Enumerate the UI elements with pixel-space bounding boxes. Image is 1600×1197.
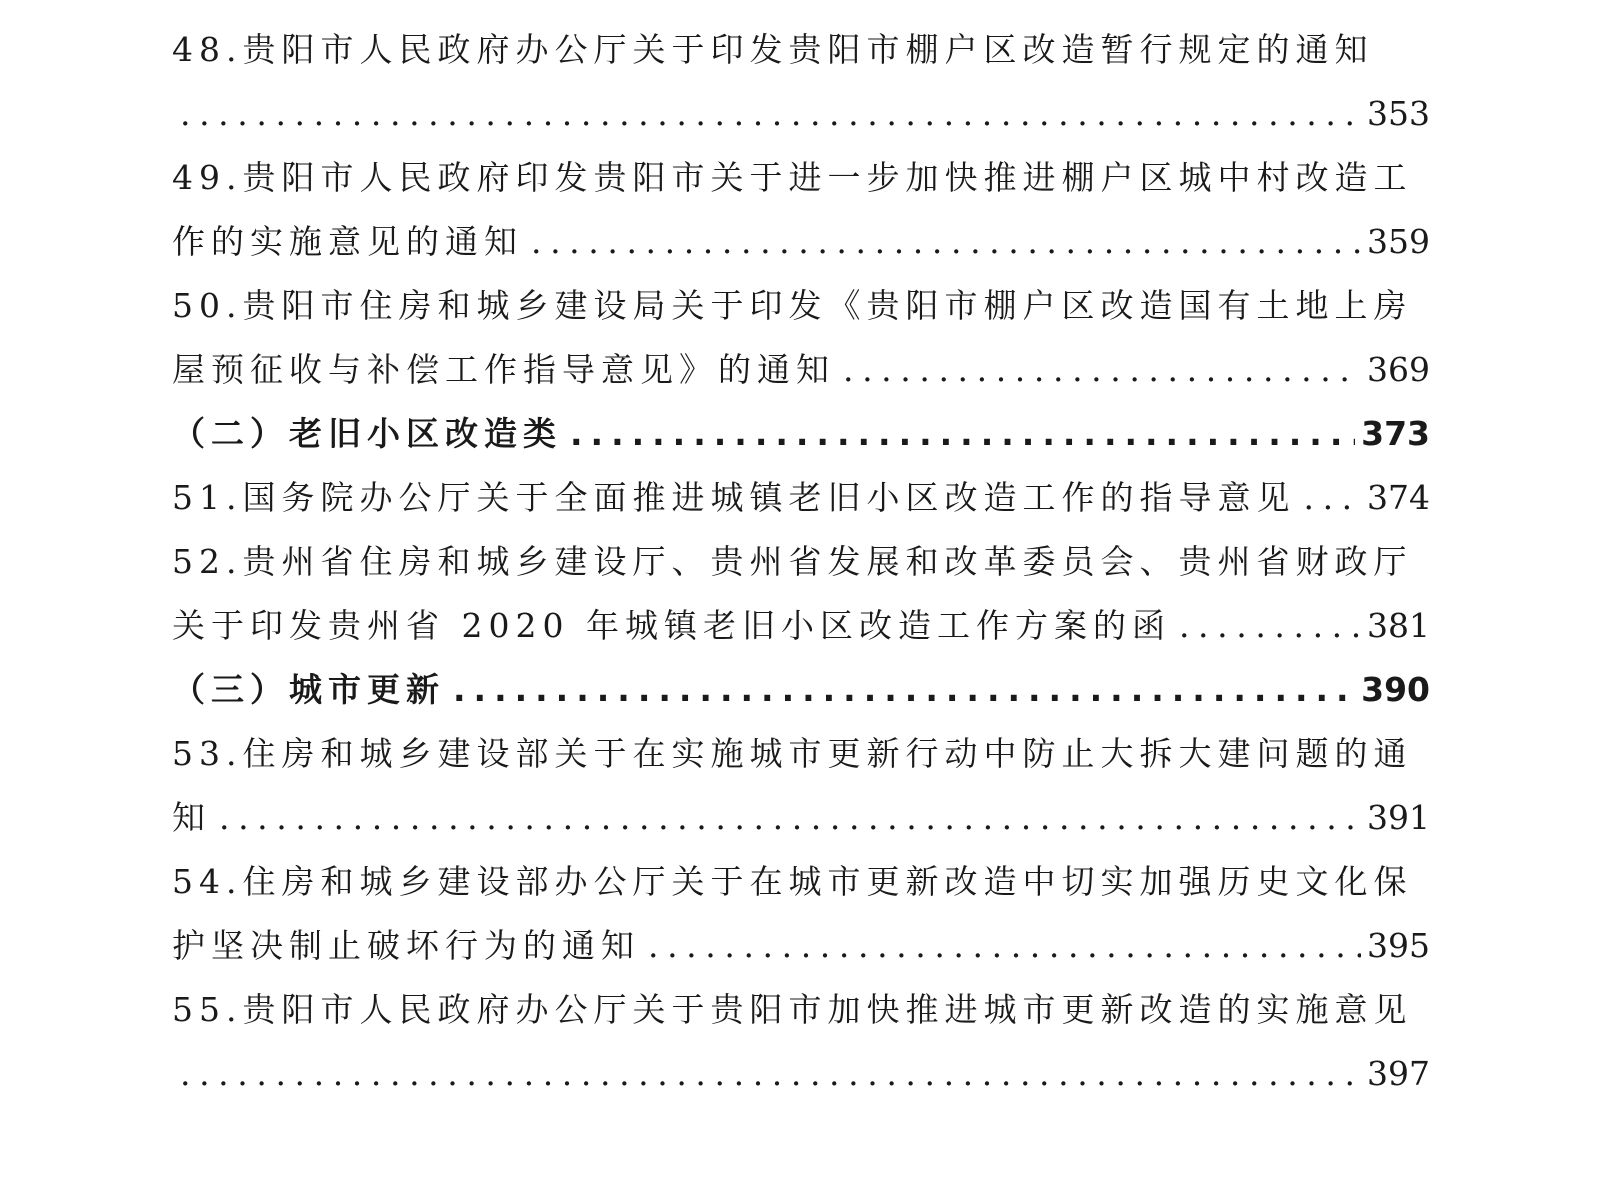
toc-page-number: 395	[1367, 926, 1430, 965]
toc-page-number: 381	[1367, 606, 1430, 645]
toc-entry-title: 作的实施意见的通知	[172, 222, 523, 261]
toc-entry-line	[172, 146, 1430, 210]
toc-entry-line	[172, 18, 1430, 82]
toc-entry-line	[172, 850, 1430, 914]
dot-leader	[453, 658, 1355, 722]
toc-entry[interactable]	[172, 722, 1430, 850]
toc-page-number: 369	[1367, 350, 1430, 389]
dot-leader	[570, 402, 1355, 466]
toc-entry-line	[172, 722, 1430, 786]
toc-entry-line	[172, 82, 1430, 146]
dot-leader	[843, 338, 1361, 402]
toc-entry[interactable]	[172, 18, 1430, 146]
dot-leader	[219, 786, 1361, 850]
toc-entry-title: 51.国务院办公厅关于全面推进城镇老旧小区改造工作的指导意见	[172, 478, 1296, 517]
dot-leader	[531, 210, 1361, 274]
toc-page-number: 397	[1367, 1054, 1430, 1093]
toc-page-number: 373	[1361, 414, 1430, 453]
dot-leader	[1303, 466, 1361, 530]
toc-entry-title: 关于印发贵州省 2020 年城镇老旧小区改造工作方案的函	[172, 606, 1171, 645]
toc-entry-title: （三）城市更新	[172, 670, 445, 709]
toc-entry-line	[172, 402, 1430, 466]
toc-entry-title: 55.贵阳市人民政府办公厅关于贵阳市加快推进城市更新改造的实施意见	[172, 990, 1413, 1029]
toc-entry-title: 54.住房和城乡建设部办公厅关于在城市更新改造中切实加强历史文化保	[172, 862, 1413, 901]
toc-entry[interactable]	[172, 146, 1430, 274]
toc-entry[interactable]	[172, 850, 1430, 978]
toc-entry-title: 49.贵阳市人民政府印发贵阳市关于进一步加快推进棚户区城中村改造工	[172, 158, 1413, 197]
dot-leader	[648, 914, 1361, 978]
toc-entry-line	[172, 338, 1430, 402]
toc-entry-title: 48.贵阳市人民政府办公厅关于印发贵阳市棚户区改造暂行规定的通知	[172, 30, 1374, 69]
toc-entry-line	[172, 914, 1430, 978]
toc-page-number: 374	[1367, 478, 1430, 517]
toc-section-heading[interactable]	[172, 658, 1430, 722]
toc-entry-title: 护坚决制止破坏行为的通知	[172, 926, 640, 965]
toc-page-number: 390	[1361, 670, 1430, 709]
dot-leader	[180, 82, 1361, 146]
toc-entry-line	[172, 274, 1430, 338]
table-of-contents	[172, 18, 1430, 1106]
toc-entry-title: 知	[172, 798, 211, 837]
toc-entry-line	[172, 978, 1430, 1042]
toc-entry-title: 53.住房和城乡建设部关于在实施城市更新行动中防止大拆大建问题的通	[172, 734, 1413, 773]
toc-entry[interactable]	[172, 274, 1430, 402]
toc-entry-title: 50.贵阳市住房和城乡建设局关于印发《贵阳市棚户区改造国有土地上房	[172, 286, 1413, 325]
toc-entry[interactable]	[172, 466, 1430, 530]
toc-entry[interactable]	[172, 530, 1430, 658]
toc-entry-title: 52.贵州省住房和城乡建设厅、贵州省发展和改革委员会、贵州省财政厅	[172, 542, 1413, 581]
toc-entry-line	[172, 594, 1430, 658]
toc-entry-title: 屋预征收与补偿工作指导意见》的通知	[172, 350, 835, 389]
toc-page-number: 353	[1367, 94, 1430, 133]
toc-page-number: 359	[1367, 222, 1430, 261]
toc-entry-line	[172, 210, 1430, 274]
toc-entry-title: （二）老旧小区改造类	[172, 414, 562, 453]
toc-entry-line	[172, 658, 1430, 722]
toc-entry-line	[172, 530, 1430, 594]
toc-entry-line	[172, 1042, 1430, 1106]
toc-entry-line	[172, 466, 1430, 530]
toc-section-heading[interactable]	[172, 402, 1430, 466]
toc-entry[interactable]	[172, 978, 1430, 1106]
dot-leader	[180, 1042, 1361, 1106]
toc-entry-line	[172, 786, 1430, 850]
toc-page-number: 391	[1367, 798, 1430, 837]
dot-leader	[1179, 594, 1361, 658]
